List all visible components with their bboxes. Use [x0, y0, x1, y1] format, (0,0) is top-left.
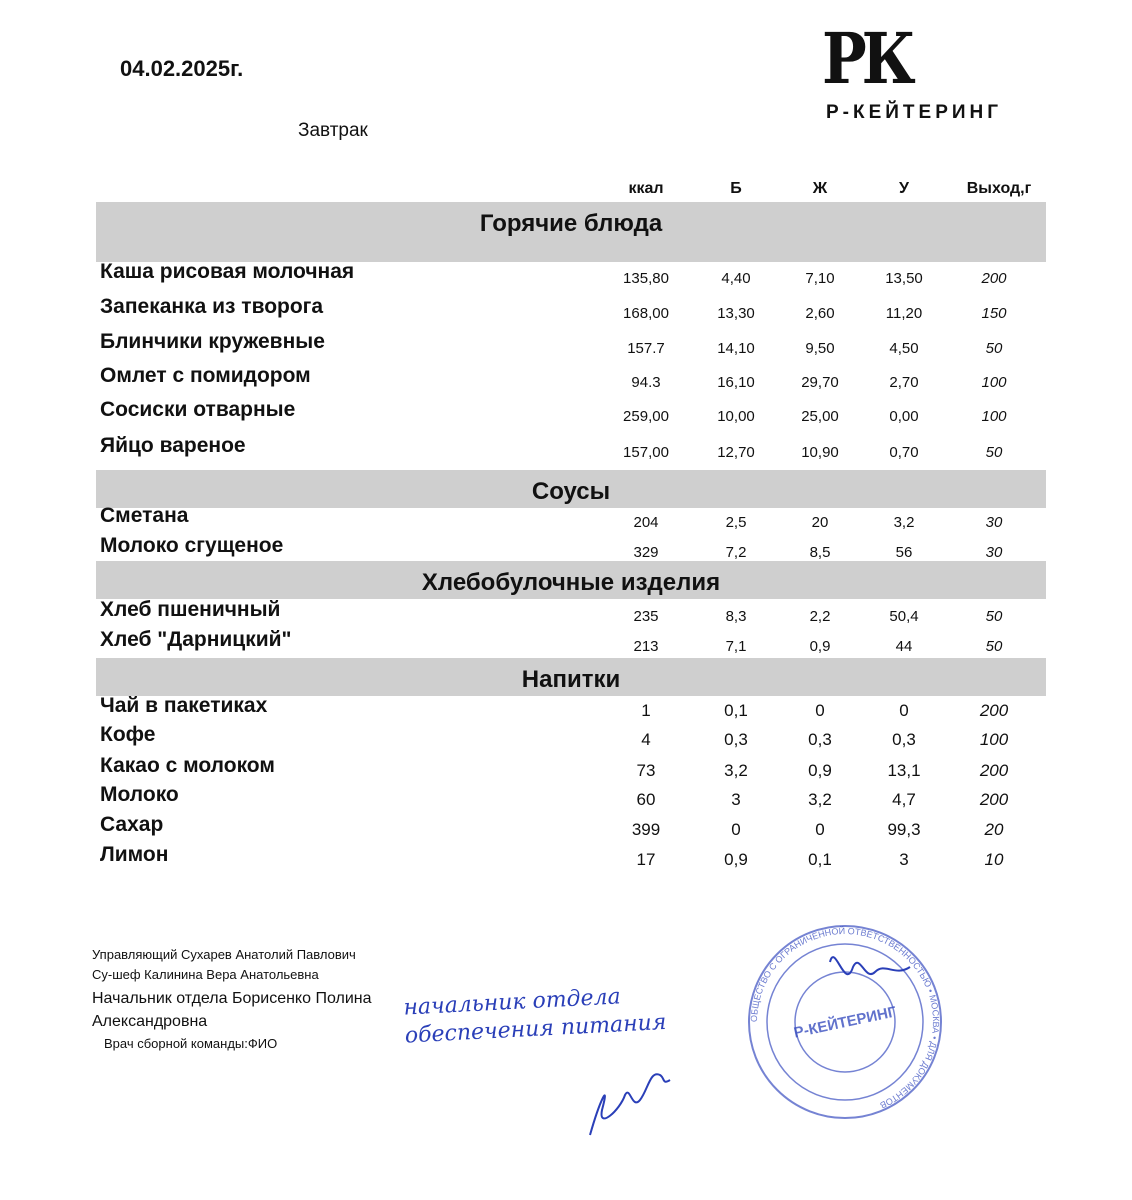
meal-title: Завтрак — [298, 120, 368, 141]
value-kcal: 235 — [633, 608, 659, 625]
value-zh: 0,9 — [808, 761, 832, 780]
dish-name: Запеканка из творога — [100, 295, 324, 318]
signature-head-line2: Александровна — [92, 1013, 208, 1030]
value-kcal: 1 — [641, 701, 651, 720]
logo-mark: РК — [822, 17, 911, 100]
value-b: 13,30 — [717, 305, 755, 322]
value-b: 2,5 — [725, 514, 747, 531]
value-b: 0,3 — [724, 730, 748, 749]
value-u: 4,50 — [889, 340, 919, 357]
value-kcal: 399 — [631, 820, 661, 839]
value-u: 13,1 — [887, 761, 921, 780]
column-header-carbs: У — [899, 180, 909, 197]
company-stamp — [735, 922, 955, 1122]
value-kcal: 4 — [641, 730, 651, 749]
value-zh: 2,2 — [809, 608, 831, 625]
value-out: 100 — [981, 408, 1007, 425]
value-u: 99,3 — [887, 820, 921, 839]
value-u: 44 — [895, 638, 913, 655]
dish-name: Молоко сгущеное — [100, 534, 284, 557]
value-zh: 0 — [815, 701, 825, 720]
value-kcal: 73 — [636, 761, 656, 780]
value-b: 0 — [731, 820, 741, 839]
value-out: 100 — [981, 374, 1007, 391]
dish-name: Блинчики кружевные — [100, 330, 325, 353]
value-b: 4,40 — [721, 270, 751, 287]
handwritten-signature — [570, 1040, 680, 1150]
value-u: 3 — [899, 850, 909, 869]
value-b: 3 — [731, 790, 741, 809]
value-b: 14,10 — [717, 340, 755, 357]
value-u: 3,2 — [893, 514, 915, 531]
value-zh: 0,1 — [808, 850, 832, 869]
dish-name: Каша рисовая молочная — [100, 260, 355, 283]
value-u: 2,70 — [889, 374, 919, 391]
value-zh: 0 — [815, 820, 825, 839]
dish-name: Чай в пакетиках — [100, 694, 268, 717]
value-b: 3,2 — [724, 761, 748, 780]
value-kcal: 329 — [633, 544, 659, 561]
dish-name: Сметана — [100, 504, 189, 527]
signature-manager: Управляющий Сухарев Анатолий Павлович — [92, 947, 356, 962]
value-kcal: 17 — [636, 850, 656, 869]
dish-name: Яйцо вареное — [100, 434, 246, 457]
value-zh: 9,50 — [805, 340, 835, 357]
value-u: 0,3 — [892, 730, 916, 749]
value-out: 50 — [985, 608, 1003, 625]
dish-name: Омлет с помидором — [100, 364, 311, 387]
dish-name: Какао с молоком — [100, 754, 275, 777]
value-kcal: 259,00 — [623, 408, 669, 425]
value-out: 150 — [981, 305, 1007, 322]
value-u: 0,00 — [889, 408, 919, 425]
logo-text: Р-КЕЙТЕРИНГ — [826, 102, 1003, 123]
section-title: Напитки — [521, 666, 621, 693]
value-kcal: 204 — [633, 514, 659, 531]
signature-head-line1: Начальник отдела Борисенко Полина — [92, 990, 372, 1007]
value-kcal: 60 — [636, 790, 656, 809]
value-out: 100 — [979, 730, 1009, 749]
section-title: Хлебобулочные изделия — [421, 569, 721, 596]
stamp-ring-text: ОБЩЕСТВО С ОГРАНИЧЕННОЙ ОТВЕТСТВЕННОСТЬЮ • МОСКВА • ДЛЯ ДОКУМЕНТОВ — [748, 925, 942, 1111]
value-zh: 3,2 — [808, 790, 832, 809]
value-kcal: 168,00 — [623, 305, 669, 322]
value-b: 7,2 — [725, 544, 747, 561]
value-out: 200 — [981, 270, 1007, 287]
dish-name: Сахар — [100, 813, 164, 836]
value-b: 12,70 — [717, 444, 755, 461]
value-zh: 7,10 — [805, 270, 835, 287]
value-b: 0,1 — [724, 701, 748, 720]
value-kcal: 213 — [633, 638, 659, 655]
signature-doctor: Врач сборной команды:ФИО — [104, 1036, 278, 1051]
value-zh: 2,60 — [805, 305, 835, 322]
value-out: 30 — [985, 514, 1003, 531]
value-zh: 0,3 — [808, 730, 832, 749]
value-out: 50 — [985, 340, 1003, 357]
column-header-fat: Ж — [812, 180, 828, 197]
value-b: 10,00 — [717, 408, 755, 425]
value-u: 0,70 — [889, 444, 919, 461]
column-header-protein: Б — [730, 180, 742, 197]
handwritten-note: начальник отдела обеспечения питания — [402, 984, 667, 1049]
section-title: Соусы — [531, 478, 611, 505]
value-kcal: 135,80 — [623, 270, 669, 287]
value-out: 30 — [985, 544, 1003, 561]
value-kcal: 157,00 — [623, 444, 669, 461]
value-u: 0 — [899, 701, 909, 720]
value-kcal: 94.3 — [631, 374, 661, 391]
value-out: 200 — [979, 701, 1009, 720]
value-u: 50,4 — [889, 608, 919, 625]
document-date: 04.02.2025г. — [120, 56, 244, 81]
value-kcal: 157.7 — [627, 340, 665, 357]
value-out: 50 — [985, 638, 1003, 655]
value-out: 200 — [979, 790, 1009, 809]
value-b: 8,3 — [725, 608, 747, 625]
value-b: 0,9 — [724, 850, 748, 869]
value-zh: 29,70 — [801, 374, 839, 391]
value-b: 7,1 — [725, 638, 747, 655]
section-title: Горячие блюда — [479, 210, 663, 237]
value-zh: 8,5 — [809, 544, 831, 561]
value-out: 200 — [979, 761, 1009, 780]
value-u: 4,7 — [892, 790, 916, 809]
dish-name: Хлеб "Дарницкий" — [100, 628, 292, 651]
dish-name: Молоко — [100, 783, 179, 806]
dish-name: Лимон — [100, 843, 169, 866]
value-out: 50 — [985, 444, 1003, 461]
value-u: 13,50 — [885, 270, 923, 287]
value-u: 56 — [895, 544, 913, 561]
column-header-kcal: ккал — [628, 180, 664, 197]
value-zh: 0,9 — [809, 638, 831, 655]
value-u: 11,20 — [885, 305, 923, 322]
stamp-center-text: Р-КЕЙТЕРИНГ — [792, 1003, 898, 1042]
value-zh: 20 — [811, 514, 829, 531]
value-zh: 10,90 — [801, 444, 839, 461]
dish-name: Кофе — [100, 723, 156, 746]
dish-name: Сосиски отварные — [100, 398, 296, 421]
value-b: 16,10 — [717, 374, 755, 391]
signature-sous-chef: Су-шеф Калинина Вера Анатольевна — [92, 967, 319, 982]
value-zh: 25,00 — [801, 408, 839, 425]
dish-name: Хлеб пшеничный — [100, 598, 281, 621]
column-header-output: Выход,г — [966, 180, 1032, 197]
value-out: 10 — [984, 850, 1004, 869]
value-out: 20 — [984, 820, 1004, 839]
